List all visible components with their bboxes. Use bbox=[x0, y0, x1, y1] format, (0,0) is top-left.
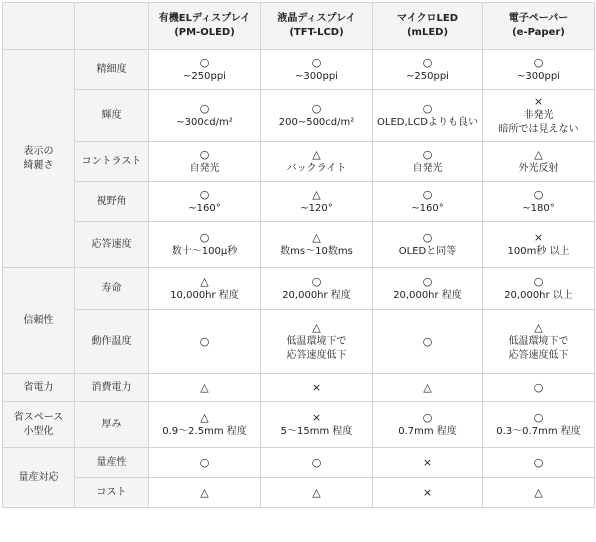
rating-note-line2: 応答速度低下 bbox=[508, 349, 569, 361]
corner-cell bbox=[75, 3, 149, 50]
category-label-line: 量産対応 bbox=[18, 471, 59, 483]
rating-note: 自発光 bbox=[189, 162, 220, 174]
attribute-label: 消費電力 bbox=[75, 374, 149, 402]
rating-symbol: △ bbox=[312, 485, 321, 499]
rating-cell bbox=[149, 374, 261, 402]
rating-symbol: ○ bbox=[199, 230, 210, 244]
table-row bbox=[3, 374, 595, 402]
table-row bbox=[3, 50, 595, 90]
rating-cell bbox=[373, 182, 483, 222]
rating-symbol: ○ bbox=[533, 410, 544, 424]
rating-symbol: △ bbox=[200, 380, 209, 394]
column-header-pm-oled bbox=[149, 3, 261, 50]
table-row bbox=[3, 142, 595, 182]
rating-cell bbox=[483, 222, 595, 268]
column-header-title: 液晶ディスプレイ bbox=[277, 13, 356, 24]
rating-symbol: ○ bbox=[311, 455, 322, 469]
rating-symbol: ○ bbox=[422, 410, 433, 424]
rating-cell bbox=[261, 268, 373, 310]
category-label-line: 信頼性 bbox=[23, 314, 54, 326]
rating-note-line2: 暗所では見えない bbox=[498, 123, 579, 135]
rating-cell bbox=[261, 374, 373, 402]
rating-cell bbox=[483, 182, 595, 222]
rating-note: ~300ppi bbox=[517, 70, 560, 82]
rating-symbol: △ bbox=[534, 485, 543, 499]
rating-cell bbox=[373, 448, 483, 478]
rating-symbol: ○ bbox=[199, 334, 210, 348]
category-cell bbox=[3, 402, 75, 448]
rating-symbol: ○ bbox=[199, 101, 210, 115]
rating-note: 数ms〜10数ms bbox=[280, 245, 353, 257]
category-label-line: 小型化 bbox=[23, 425, 54, 437]
rating-cell bbox=[261, 448, 373, 478]
rating-symbol: ○ bbox=[311, 55, 322, 69]
rating-cell bbox=[149, 142, 261, 182]
table-row bbox=[3, 448, 595, 478]
rating-cell bbox=[373, 374, 483, 402]
rating-symbol: ○ bbox=[422, 187, 433, 201]
category-cell bbox=[3, 50, 75, 268]
rating-cell bbox=[261, 182, 373, 222]
rating-cell bbox=[261, 142, 373, 182]
rating-note: 0.7mm 程度 bbox=[398, 425, 457, 437]
rating-note: 20,000hr 程度 bbox=[282, 289, 351, 301]
column-header-tft-lcd bbox=[261, 3, 373, 50]
rating-cell bbox=[149, 50, 261, 90]
rating-cell bbox=[149, 448, 261, 478]
attribute-label: 量産性 bbox=[75, 448, 149, 478]
rating-symbol: △ bbox=[423, 380, 432, 394]
rating-note: 0.3〜0.7mm 程度 bbox=[496, 425, 581, 437]
table-row bbox=[3, 182, 595, 222]
rating-note: ~300ppi bbox=[295, 70, 338, 82]
rating-cell bbox=[373, 310, 483, 374]
rating-cell bbox=[261, 50, 373, 90]
rating-cell bbox=[373, 50, 483, 90]
rating-cell bbox=[483, 402, 595, 448]
rating-note: 20,000hr 程度 bbox=[393, 289, 462, 301]
rating-note: OLED,LCDよりも良い bbox=[377, 116, 478, 128]
rating-symbol: ○ bbox=[533, 455, 544, 469]
rating-symbol: ○ bbox=[533, 380, 544, 394]
column-header-title: 有機ELディスプレイ bbox=[158, 13, 251, 24]
rating-cell bbox=[483, 50, 595, 90]
rating-note: 外光反射 bbox=[518, 162, 559, 174]
attribute-label: コントラスト bbox=[75, 142, 149, 182]
column-header-title: 電子ペーパー bbox=[508, 13, 569, 24]
rating-symbol: ○ bbox=[422, 147, 433, 161]
rating-note: 低温環境下で bbox=[286, 335, 347, 347]
rating-symbol: ○ bbox=[422, 101, 433, 115]
rating-note: 0.9〜2.5mm 程度 bbox=[162, 425, 247, 437]
rating-symbol: × bbox=[533, 230, 544, 244]
rating-cell bbox=[149, 478, 261, 508]
rating-symbol: × bbox=[422, 455, 433, 469]
rating-symbol: △ bbox=[200, 410, 209, 424]
category-cell bbox=[3, 268, 75, 374]
rating-note: 100m秒 以上 bbox=[507, 245, 570, 257]
column-header-subtitle: (PM-OLED) bbox=[174, 27, 235, 38]
rating-note: ~120° bbox=[300, 202, 333, 214]
rating-symbol: ○ bbox=[199, 147, 210, 161]
rating-note: ~160° bbox=[188, 202, 221, 214]
column-header-subtitle: (TFT-LCD) bbox=[289, 27, 344, 38]
table-row bbox=[3, 90, 595, 142]
rating-cell bbox=[373, 222, 483, 268]
category-cell bbox=[3, 448, 75, 508]
rating-note: OLEDと同等 bbox=[398, 245, 457, 257]
rating-cell bbox=[483, 90, 595, 142]
rating-symbol: × bbox=[533, 94, 544, 108]
attribute-label: 寿命 bbox=[75, 268, 149, 310]
rating-symbol: △ bbox=[200, 274, 209, 288]
rating-symbol: ○ bbox=[533, 274, 544, 288]
rating-symbol: △ bbox=[312, 187, 321, 201]
rating-symbol: ○ bbox=[422, 274, 433, 288]
rating-cell bbox=[149, 90, 261, 142]
rating-cell bbox=[149, 310, 261, 374]
rating-note: 低温環境下で bbox=[508, 335, 569, 347]
rating-symbol: × bbox=[311, 380, 322, 394]
rating-cell bbox=[149, 402, 261, 448]
rating-cell bbox=[261, 478, 373, 508]
rating-symbol: ○ bbox=[311, 274, 322, 288]
column-header-e-paper bbox=[483, 3, 595, 50]
category-label-line: 省スペース bbox=[13, 411, 64, 423]
table-row bbox=[3, 310, 595, 374]
rating-cell bbox=[261, 90, 373, 142]
rating-cell bbox=[483, 478, 595, 508]
rating-note: バックライト bbox=[286, 162, 347, 174]
attribute-label: 輝度 bbox=[75, 90, 149, 142]
rating-symbol: △ bbox=[312, 320, 321, 334]
rating-cell bbox=[261, 222, 373, 268]
rating-note: 200~500cd/m² bbox=[278, 116, 355, 128]
rating-symbol: ○ bbox=[533, 55, 544, 69]
rating-note: ~250ppi bbox=[183, 70, 226, 82]
column-header-subtitle: (mLED) bbox=[406, 27, 449, 38]
rating-symbol: × bbox=[311, 410, 322, 424]
attribute-label: 精細度 bbox=[75, 50, 149, 90]
attribute-label: 視野角 bbox=[75, 182, 149, 222]
rating-symbol: ○ bbox=[311, 101, 322, 115]
attribute-label: コスト bbox=[75, 478, 149, 508]
rating-note: 10,000hr 程度 bbox=[170, 289, 239, 301]
table-row bbox=[3, 268, 595, 310]
rating-cell bbox=[483, 268, 595, 310]
header-row bbox=[3, 3, 595, 50]
rating-symbol: × bbox=[422, 485, 433, 499]
rating-symbol: ○ bbox=[199, 55, 210, 69]
category-cell bbox=[3, 374, 75, 402]
rating-cell bbox=[373, 402, 483, 448]
column-header-subtitle: (e-Paper) bbox=[512, 27, 565, 38]
rating-cell bbox=[373, 478, 483, 508]
rating-cell bbox=[483, 374, 595, 402]
rating-note: 非発光 bbox=[523, 109, 554, 121]
column-header-title: マイクロLED bbox=[396, 13, 459, 24]
category-label-line: 表示の bbox=[23, 145, 54, 157]
attribute-label: 厚み bbox=[75, 402, 149, 448]
rating-note: 数十〜100μ秒 bbox=[171, 245, 238, 257]
rating-note: ~180° bbox=[522, 202, 555, 214]
corner-cell bbox=[3, 3, 75, 50]
comparison-table bbox=[2, 2, 595, 508]
rating-note-line2: 応答速度低下 bbox=[286, 349, 347, 361]
rating-note: 自発光 bbox=[412, 162, 443, 174]
attribute-label: 動作温度 bbox=[75, 310, 149, 374]
rating-cell bbox=[373, 268, 483, 310]
rating-cell bbox=[483, 310, 595, 374]
rating-symbol: ○ bbox=[199, 187, 210, 201]
rating-cell bbox=[149, 268, 261, 310]
rating-symbol: ○ bbox=[533, 187, 544, 201]
rating-symbol: △ bbox=[534, 320, 543, 334]
rating-cell bbox=[149, 182, 261, 222]
rating-cell bbox=[483, 142, 595, 182]
rating-symbol: △ bbox=[200, 485, 209, 499]
column-header-mled bbox=[373, 3, 483, 50]
rating-symbol: ○ bbox=[422, 55, 433, 69]
rating-note: ~300cd/m² bbox=[176, 116, 233, 128]
rating-symbol: ○ bbox=[199, 455, 210, 469]
rating-cell bbox=[483, 448, 595, 478]
rating-note: ~160° bbox=[411, 202, 444, 214]
rating-cell bbox=[261, 402, 373, 448]
table-row bbox=[3, 402, 595, 448]
rating-symbol: △ bbox=[312, 230, 321, 244]
rating-note: ~250ppi bbox=[406, 70, 449, 82]
rating-symbol: △ bbox=[534, 147, 543, 161]
rating-symbol: ○ bbox=[422, 230, 433, 244]
rating-symbol: ○ bbox=[422, 334, 433, 348]
category-label-line: 綺麗さ bbox=[23, 159, 54, 171]
rating-symbol: △ bbox=[312, 147, 321, 161]
rating-cell bbox=[261, 310, 373, 374]
table-row bbox=[3, 478, 595, 508]
rating-cell bbox=[373, 142, 483, 182]
rating-note: 5〜15mm 程度 bbox=[280, 425, 353, 437]
table-row bbox=[3, 222, 595, 268]
attribute-label: 応答速度 bbox=[75, 222, 149, 268]
rating-note: 20,000hr 以上 bbox=[504, 289, 573, 301]
rating-cell bbox=[373, 90, 483, 142]
rating-cell bbox=[149, 222, 261, 268]
category-label-line: 省電力 bbox=[23, 381, 54, 393]
